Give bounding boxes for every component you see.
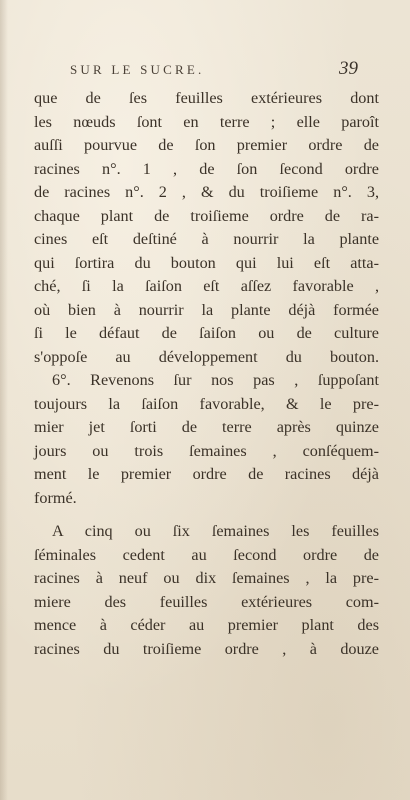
text-line: racines du troiſieme ordre , à douze <box>34 639 379 658</box>
text-line: que de ſes feuilles extérieures dont <box>34 89 379 107</box>
text-line: ſéminales cedent au ſecond ordre de <box>34 545 379 564</box>
text-line: formé. <box>34 488 77 507</box>
text-line: ment le premier ordre de racines déjà <box>34 465 379 483</box>
text-line: mence à céder au premier plant des <box>34 616 379 634</box>
text-line: racines à neuf ou dix ſemaines , la pre- <box>34 569 379 587</box>
text-line: les nœuds ſont en terre ; elle paroît <box>34 112 379 131</box>
text-line: de racines n°. 2 , & du troiſieme n°. 3, <box>34 183 379 201</box>
text-line: cines eſt deſtiné à nourrir la plante <box>34 230 379 248</box>
text-line: racines n°. 1 , de ſon ſecond ordre <box>34 159 379 178</box>
page-number: 39 <box>339 58 358 79</box>
paragraph <box>34 369 379 510</box>
text-line: miere des feuilles extérieures com- <box>34 592 379 611</box>
text-line: qui ſortira du bouton qui lui eſt atta- <box>34 253 379 272</box>
page-header <box>70 58 358 82</box>
body-text <box>34 87 379 661</box>
paragraph <box>34 87 379 369</box>
text-line: A cinq ou ſix ſemaines les feuilles <box>52 522 379 540</box>
text-line: où bien à nourrir la plante déjà formée <box>34 300 379 319</box>
text-line: s'oppoſe au développement du bouton. <box>34 347 379 366</box>
text-line: ſi le défaut de ſaiſon ou de culture <box>34 324 379 342</box>
text-line: ché, ſi la ſaiſon eſt aſſez favorable , <box>34 277 379 295</box>
text-line: chaque plant de troiſieme ordre de ra- <box>34 206 379 225</box>
text-line: mier jet ſorti de terre après quinze <box>34 418 379 436</box>
text-line: toujours la ſaiſon favorable, & le pre- <box>34 394 379 413</box>
text-line: 6°. Revenons ſur nos pas , ſuppoſant <box>52 371 379 389</box>
page-gutter-shadow <box>0 0 8 800</box>
text-line: jours ou trois ſemaines , conſéquem- <box>34 441 379 460</box>
paragraph <box>34 520 379 661</box>
text-line: auſſi pourvue de ſon premier ordre de <box>34 136 379 154</box>
running-head: SUR LE SUCRE. <box>70 62 205 77</box>
paragraph-gap <box>34 510 379 520</box>
